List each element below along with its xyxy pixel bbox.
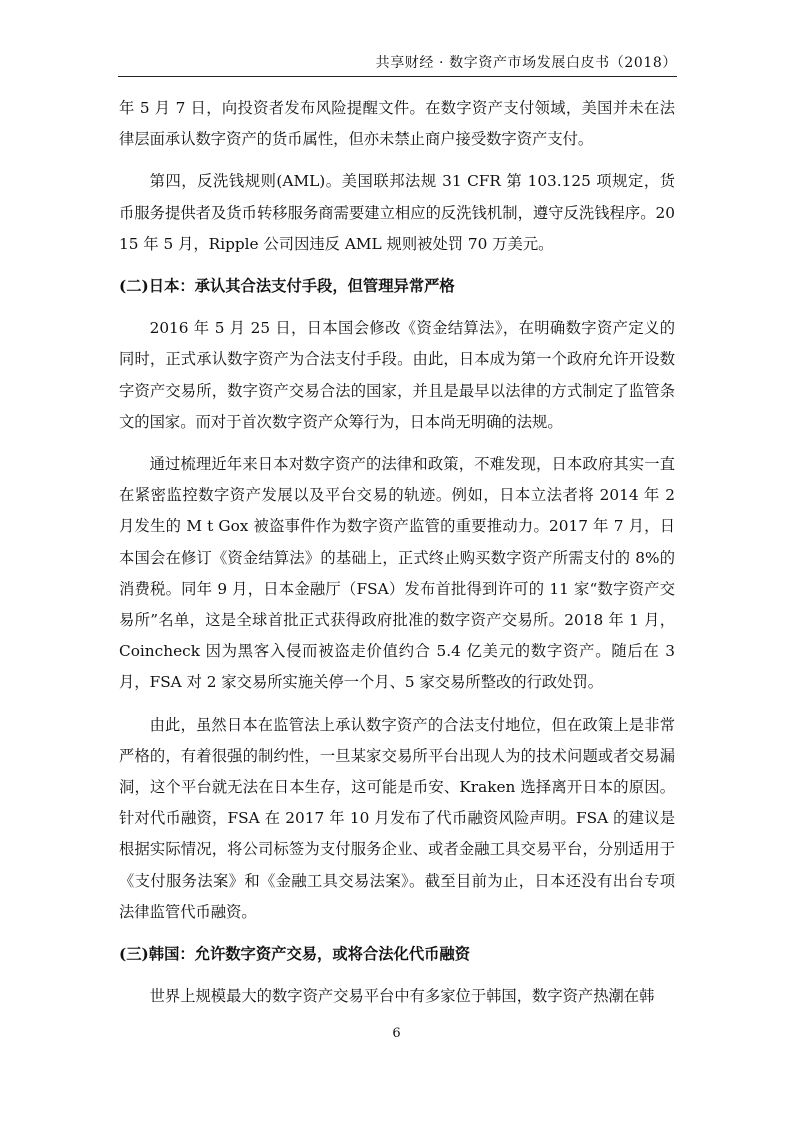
paragraph-aml: 第四，反洗钱规则(AML)。美国联邦法规 31 CFR 第 103.125 项规定，货币服务提供者及货币转移服务商需要建立相应的反洗钱机制，遵守反洗钱程序。2015 年 5 月，Ripple 公司因违反 AML 规则被处罚 70 万美元。 bbox=[119, 172, 675, 253]
paragraph-continuation: 年 5 月 7 日，向投资者发布风险提醒文件。在数字资产支付领域，美国并未在法律层面承认数字资产的货币属性，但亦未禁止商户接受数字资产支付。 bbox=[119, 99, 675, 149]
paragraph-japan-policy: 通过梳理近年来日本对数字资产的法律和政策，不难发现，日本政府其实一直在紧密监控数字资产发展以及平台交易的轨迹。例如，日本立法者将 2014 年 2 月发生的 M t Gox 被盗事件作为数字资产监管的重要推动力。2017 年 7 月，日本国会在修订《资金结算法》的基础上，正式终止购买数字资产所需支付的 8%的消费税。同年 9 月，日本金融厅（FSA）发布首批得到许可的 11 家“数字资产交易所”名单，这是全球首批正式获得政府批准的数字资产交易所。2018 年 1 月，Coincheck 因为黑客入侵而被盗走价值约合 5.4 亿美元的数字资产。随后在 3 月，FSA 对 2 家交易所实施关停一个月、5 家交易所整改的行政处罚。 bbox=[119, 455, 675, 692]
page-body bbox=[119, 93, 675, 1012]
page-number: 6 bbox=[392, 1026, 401, 1041]
header-title: 共享财经 · 数字资产市场发展白皮书（2018） bbox=[375, 55, 677, 71]
section-heading-japan: (二)日本：承认其合法支付手段，但管理异常严格 bbox=[119, 277, 455, 296]
page-header bbox=[118, 50, 677, 77]
section-heading-korea: (三)韩国：允许数字资产交易，或将合法化代币融资 bbox=[119, 945, 471, 964]
paragraph-japan-law: 2016 年 5 月 25 日，日本国会修改《资金结算法》，在明确数字资产定义的同时，正式承认数字资产为合法支付手段。由此，日本成为第一个政府允许开设数字资产交易所，数字资产交易合法的国家，并且是最早以法律的方式制定了监管条文的国家。而对于首次数字资产众筹行为，日本尚无明确的法规。 bbox=[119, 319, 675, 431]
paragraph-japan-regulation: 由此，虽然日本在监管法上承认数字资产的合法支付地位，但在政策上是非常严格的，有着很强的制约性，一旦某家交易所平台出现人为的技术问题或者交易漏洞，这个平台就无法在日本生存，这可能是币安、Kraken 选择离开日本的原因。针对代币融资，FSA 在 2017 年 10 月发布了代币融资风险声明。FSA 的建议是根据实际情况，将公司标签为支付服务企业、或者金融工具交易平台，分别适用于《支付服务法案》和《金融工具交易法案》。截至目前为止，日本还没有出台专项法律监管代币融资。 bbox=[119, 715, 675, 921]
paragraph-korea: 世界上规模最大的数字资产交易平台中有多家位于韩国，数字资产热潮在韩 bbox=[149, 987, 655, 1006]
